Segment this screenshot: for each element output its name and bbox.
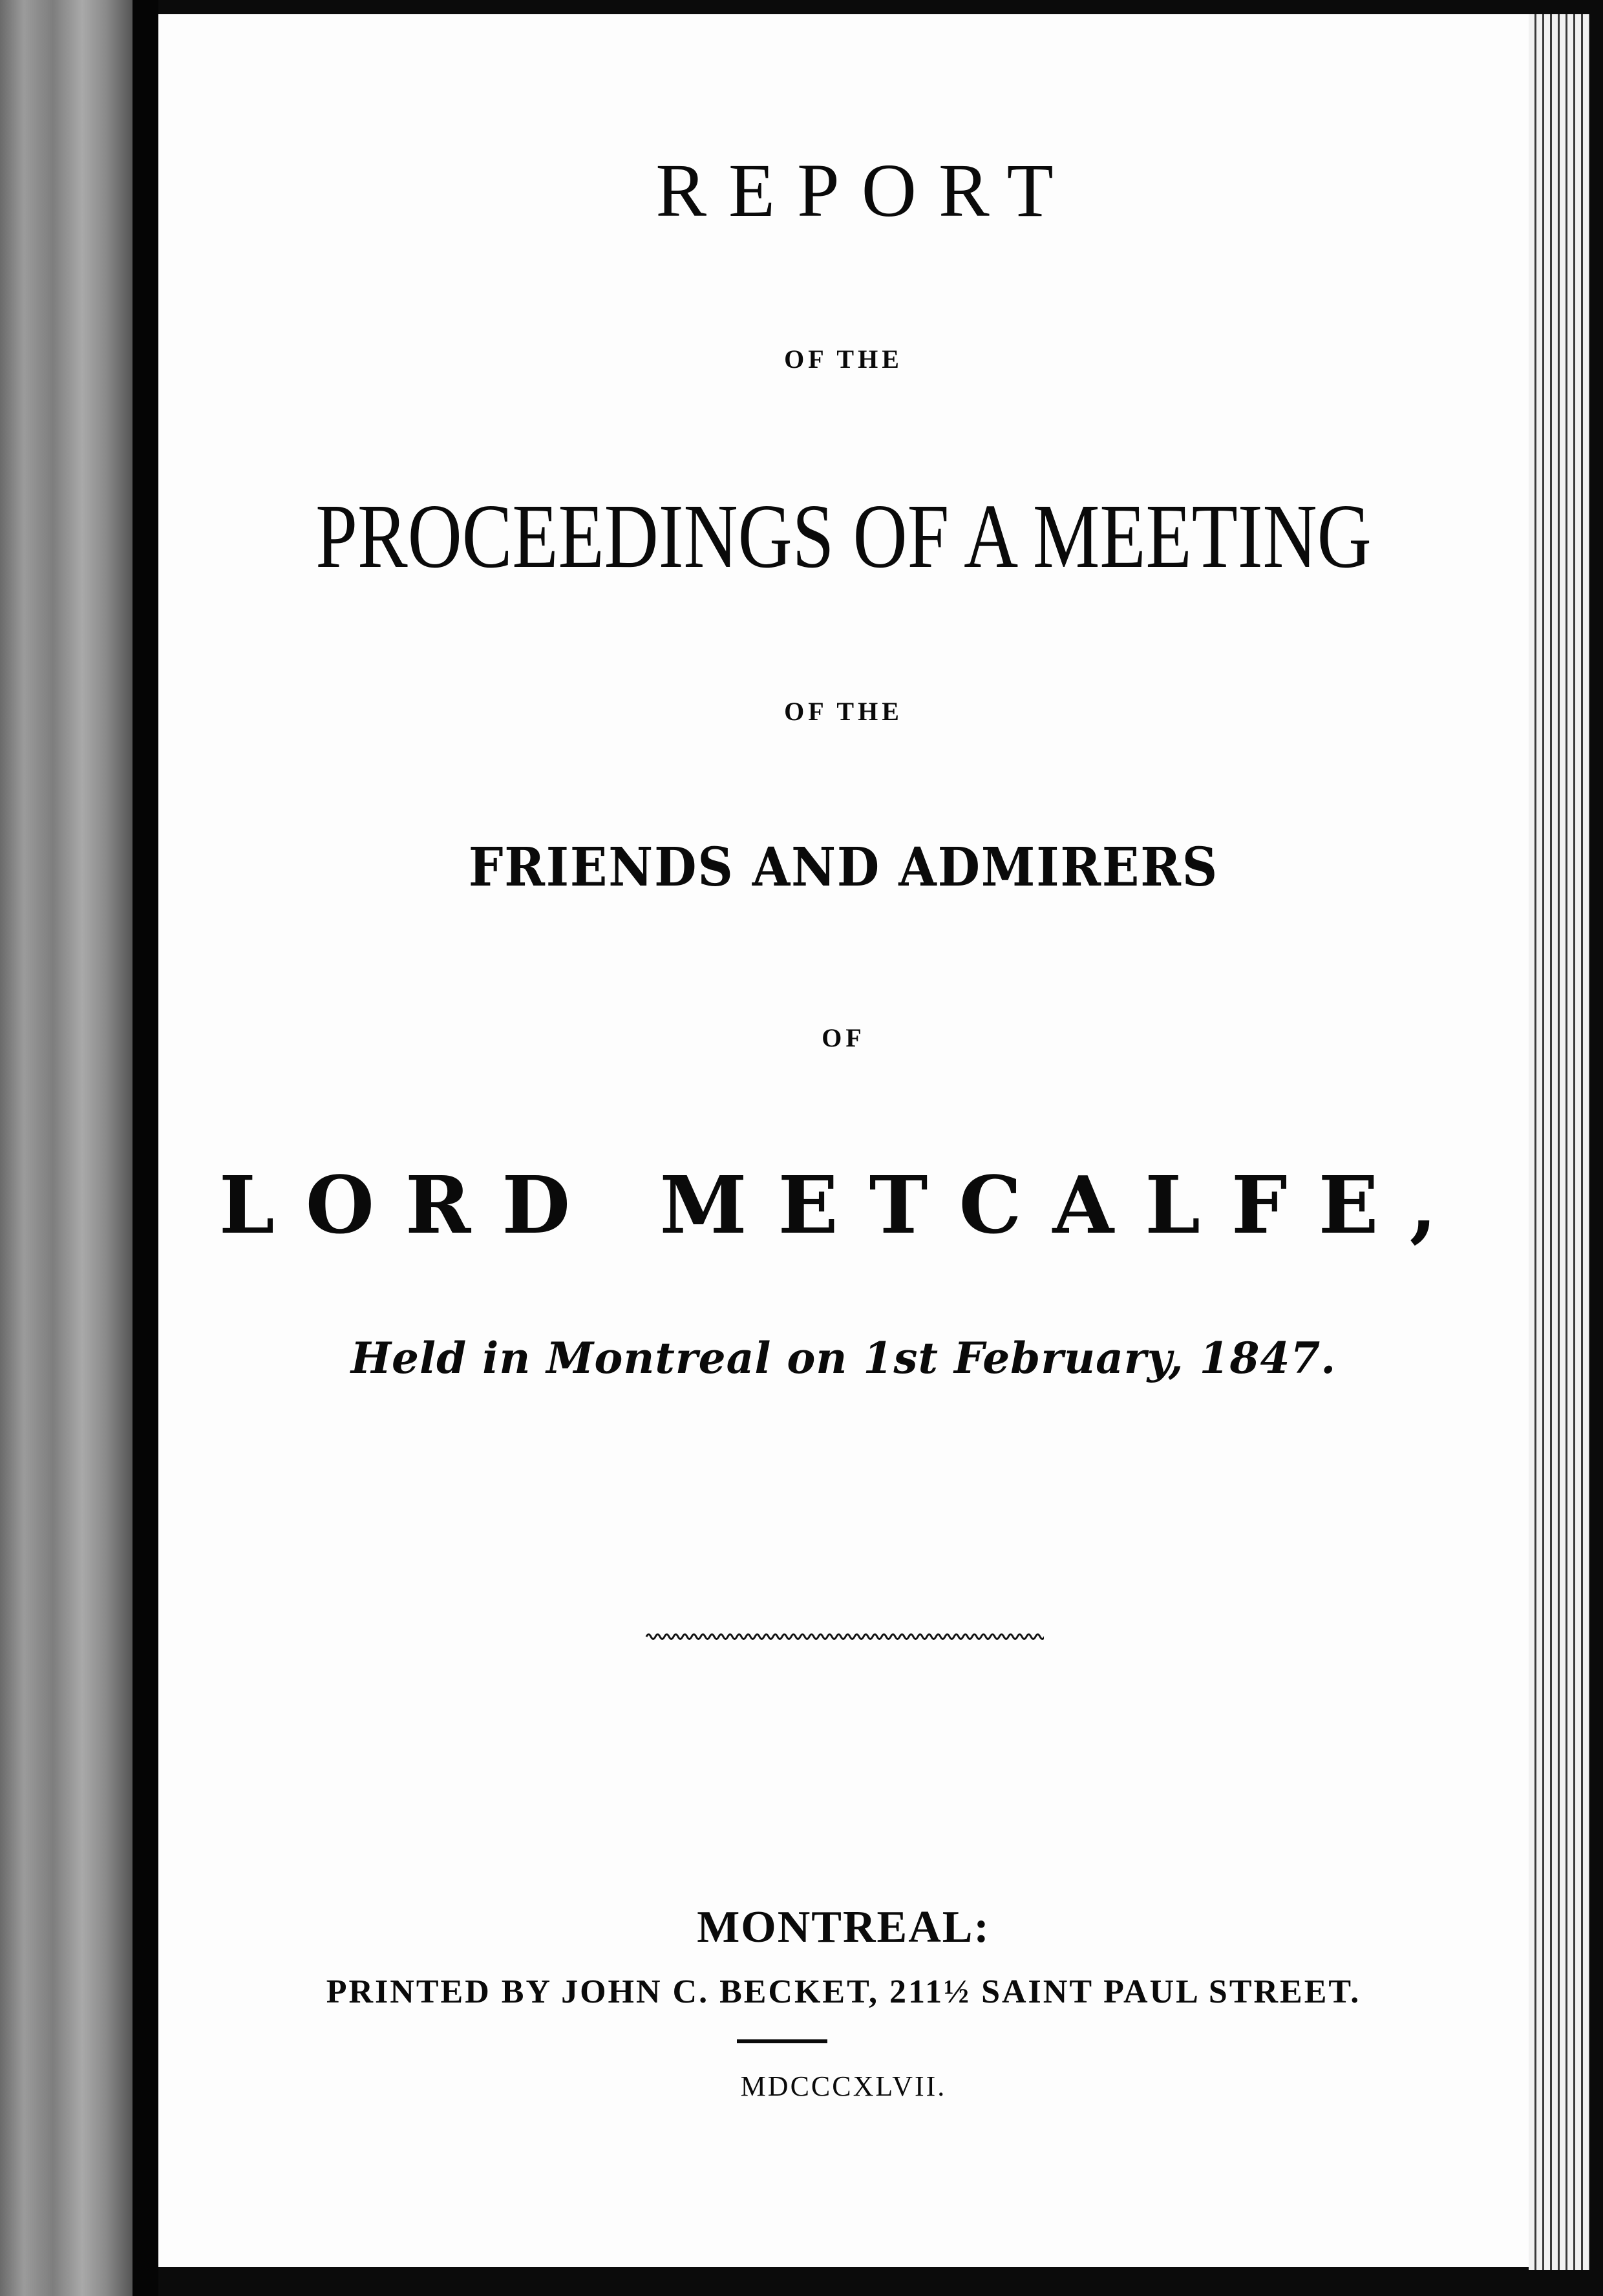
page-fore-edge bbox=[1529, 14, 1590, 2270]
friends-title: FRIENDS AND ADMIRERS bbox=[468, 836, 1219, 898]
book-spine bbox=[0, 0, 133, 2296]
proceedings-title: PROCEEDINGS OF A MEETING bbox=[315, 485, 1372, 587]
imprint-year: MDCCCXLVII. bbox=[740, 2070, 947, 2102]
connector-of: OF bbox=[822, 1023, 865, 1052]
scan-border bbox=[1590, 0, 1603, 2296]
connector-of-the-2: OF THE bbox=[784, 697, 903, 726]
meeting-date-line: Held in Montreal on 1st February, 1847. bbox=[350, 1333, 1337, 1383]
report-heading: REPORT bbox=[655, 148, 1076, 233]
wavy-ornament-rule bbox=[158, 1627, 1529, 1646]
page-gutter bbox=[133, 0, 158, 2296]
wavy-ornament-icon bbox=[643, 1627, 1044, 1646]
connector-of-the-1: OF THE bbox=[784, 345, 903, 374]
imprint-city: MONTREAL: bbox=[697, 1902, 990, 1952]
imprint-printer: PRINTED BY JOHN C. BECKET, 211½ SAINT PAUL STREET. bbox=[326, 1973, 1361, 2010]
subject-name: LORD METCALFE, bbox=[218, 1158, 1469, 1251]
title-page bbox=[158, 14, 1529, 2267]
imprint-rule bbox=[737, 2039, 827, 2047]
